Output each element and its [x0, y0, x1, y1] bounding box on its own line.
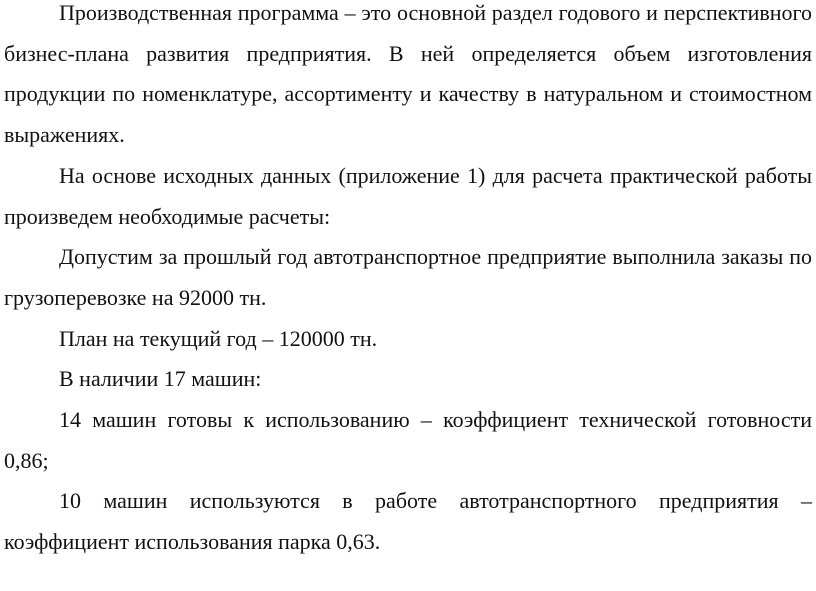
paragraph-last-year-orders: Допустим за прошлый год автотранспортное предприятие выполнила заказы по грузоперевозке на 92000 тн. — [4, 244, 812, 310]
paragraph-fleet-utilization: 10 машин используются в работе автотранспортного предприятия – коэффициент использования парка 0,63. — [4, 488, 812, 555]
paragraph-initial-data: На основе исходных данных (приложение 1) для расчета практической работы произведем необходимые расчеты: — [4, 162, 812, 229]
paragraph-production-program: Производственная программа – это основной раздел годового и перспективного бизнес-плана развития предприятия. В ней определяется объем изготовления продукции по номенклатуре, ассортименту и качеству в натуральном и стоимостном выражениях. — [4, 0, 812, 148]
paragraph-vehicles-available: В наличии 17 машин: — [59, 366, 262, 392]
paragraph-current-plan: План на текущий год – 120000 тн. — [59, 325, 378, 351]
document-page — [4, 0, 812, 563]
paragraph-technical-readiness: 14 машин готовы к использованию – коэффициент технической готовности 0,86; — [4, 407, 812, 473]
